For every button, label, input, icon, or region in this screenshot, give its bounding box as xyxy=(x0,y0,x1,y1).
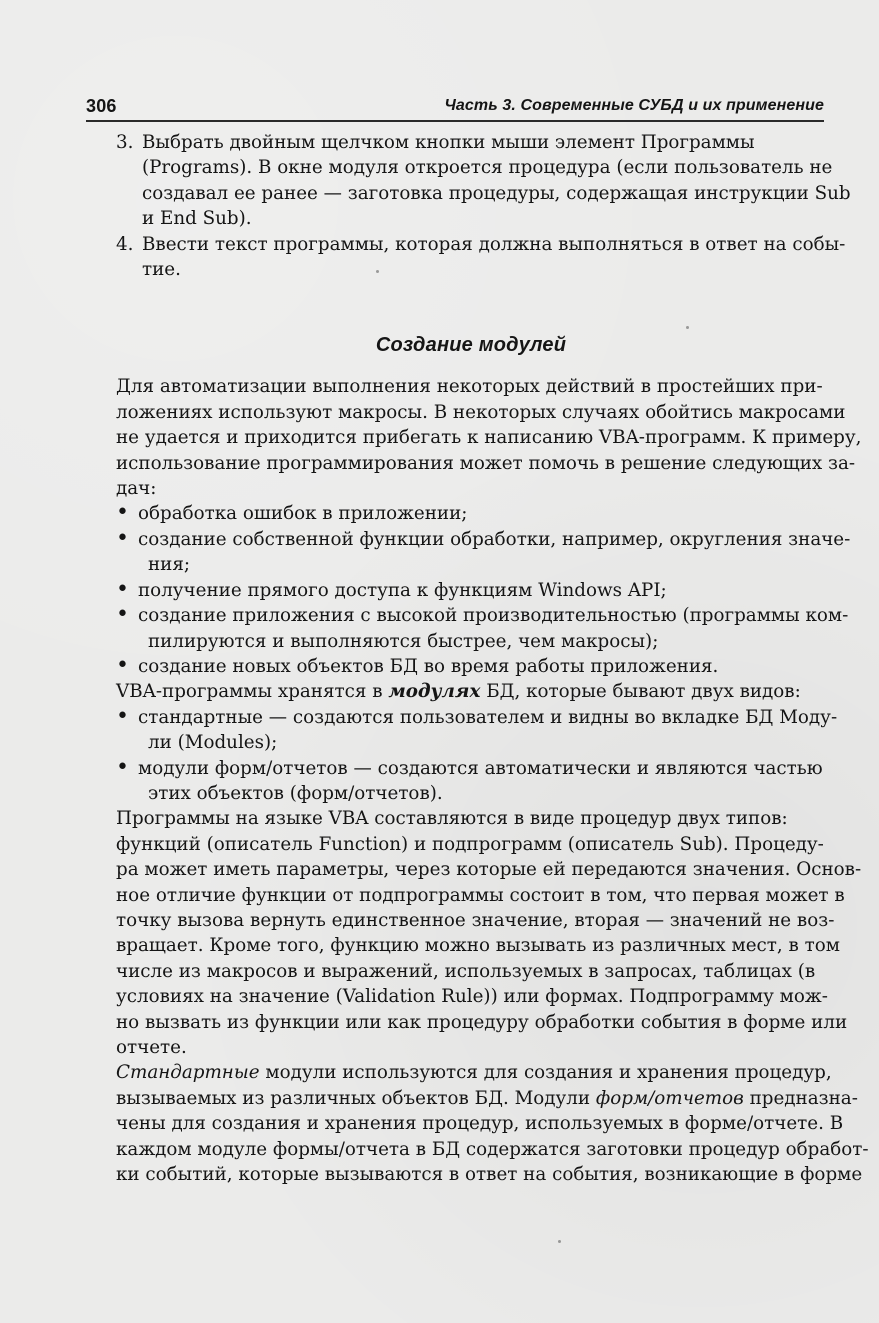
bullet-continuation-line: ния; xyxy=(148,554,191,576)
paragraph-line: функций (описатель Function) и подпрограмм (описатель Sub). Процеду- xyxy=(116,833,824,855)
item-line xyxy=(142,257,826,282)
item-text: тие. xyxy=(142,259,181,281)
bullet-line: • создание новых объектов БД во время работы приложения. xyxy=(138,655,719,677)
intro-paragraph xyxy=(116,374,862,501)
standard-emphasis: Стандартные xyxy=(116,1062,260,1084)
paragraph-line: ложениях используют макросы. В некоторых случаях обойтись макросами xyxy=(116,401,846,423)
paragraph-line xyxy=(116,1086,858,1111)
procedures-paragraph xyxy=(116,806,862,1060)
bullet-line: • модули форм/отчетов — создаются автоматически и являются частью xyxy=(138,757,823,779)
item-number: 4. xyxy=(116,233,134,255)
numbered-item-3 xyxy=(116,130,851,232)
bullet-line: • создание собственной функции обработки, например, округления значе- xyxy=(138,528,851,550)
bullet-line: • стандартные — создаются пользователем и видны во вкладке БД Моду- xyxy=(138,706,838,728)
paragraph-text: вызываемых из различных объектов БД. Модули xyxy=(116,1087,596,1109)
item-text: и End Sub). xyxy=(142,208,252,230)
section-title: Создание модулей xyxy=(375,334,567,357)
running-title: Часть 3. Современные СУБД и их применение xyxy=(444,97,824,114)
item-line xyxy=(142,206,826,231)
paragraph-line: условиях на значение (Validation Rule)) или формах. Подпрограмму мож- xyxy=(116,986,828,1008)
paragraph-line: чены для создания и хранения процедур, используемых в форме/отчете. В xyxy=(116,1113,844,1135)
paragraph-line: Для автоматизации выполнения некоторых действий в простейших при- xyxy=(116,376,823,398)
paragraph-line: но вызвать из функции или как процедуру обработки события в форме или xyxy=(116,1011,848,1033)
bullet-line: • получение прямого доступа к функциям Windows API; xyxy=(138,579,667,601)
forms-reports-emphasis: форм/отчетов xyxy=(595,1087,744,1109)
bullet-line: • создание приложения с высокой производительностью (программы ком- xyxy=(138,605,849,627)
paragraph-line: ное отличие функции от подпрограммы состоит в том, что первая может в xyxy=(116,884,845,906)
modules-intro-before: VBA-программы хранятся в xyxy=(116,681,389,703)
bullet-line: • обработка ошибок в приложении; xyxy=(138,503,468,525)
page-number: 306 xyxy=(86,96,117,116)
modules-emphasis: модулях xyxy=(388,681,481,703)
bullet-continuation-line: пилируются и выполняются быстрее, чем макросы); xyxy=(148,630,659,652)
numbered-item-4 xyxy=(116,232,846,283)
bullet-item xyxy=(116,705,838,756)
paragraph-text: предназна- xyxy=(743,1087,858,1109)
page-header xyxy=(86,96,824,122)
paragraph-text: модули используются для создания и хранения процедур, xyxy=(259,1062,832,1084)
paragraph-line: каждом модуле формы/отчета в БД содержатся заготовки процедур обработ- xyxy=(116,1138,869,1160)
paragraph-line: дач: xyxy=(116,478,157,500)
bullet-continuation-line: этих объектов (форм/отчетов). xyxy=(148,782,443,804)
item-text: (Programs). В окне модуля откроется процедура (если пользователь не xyxy=(142,157,833,179)
bullet-continuation-line: ли (Modules); xyxy=(148,732,278,754)
bullet-item xyxy=(116,527,851,578)
bullet-item xyxy=(116,578,826,603)
modules-intro-line xyxy=(116,679,826,704)
paragraph-line: числе из макросов и выражений, используемых в запросах, таблицах (в xyxy=(116,960,816,982)
paragraph-line: ки событий, которые вызываются в ответ на события, возникающие в форме xyxy=(116,1164,863,1186)
paragraph-line xyxy=(116,1060,832,1085)
paragraph-line: ра может иметь параметры, через которые ей передаются значения. Основ- xyxy=(116,859,862,881)
modules-intro-after: БД, которые бывают двух видов: xyxy=(480,681,801,703)
standard-modules-paragraph xyxy=(116,1060,869,1187)
paragraph-line: Программы на языке VBA составляются в виде процедур двух типов: xyxy=(116,808,788,830)
page-content xyxy=(116,130,869,1187)
item-number: 3. xyxy=(116,132,134,153)
bullet-item xyxy=(116,501,826,526)
paragraph-line: не удается и приходится прибегать к написанию VBA-программ. К примеру, xyxy=(116,427,862,449)
item-line xyxy=(142,181,851,206)
paragraph-line: вращает. Кроме того, функцию можно вызывать из различных мест, в том xyxy=(116,935,840,957)
paragraph-line: точку вызова вернуть единственное значение, вторая — значений не воз- xyxy=(116,909,835,931)
item-text: Ввести текст программы, которая должна выполняться в ответ на собы- xyxy=(142,233,846,255)
scan-speck xyxy=(558,1240,561,1243)
item-line xyxy=(142,130,826,155)
bullet-item xyxy=(116,603,849,654)
scan-speck xyxy=(376,270,379,273)
paragraph-line: использование программирования может помочь в решение следующих за- xyxy=(116,452,856,474)
paragraph-line: отчете. xyxy=(116,1037,187,1058)
item-line xyxy=(142,232,846,257)
scan-speck xyxy=(686,326,689,329)
bullet-item xyxy=(116,654,826,679)
bullet-item xyxy=(116,756,826,807)
item-text: создавал ее ранее — заготовка процедуры, содержащая инструкции Sub xyxy=(142,182,851,204)
item-text: Выбрать двойным щелчком кнопки мыши элемент Программы xyxy=(142,132,755,153)
item-line xyxy=(142,155,833,180)
